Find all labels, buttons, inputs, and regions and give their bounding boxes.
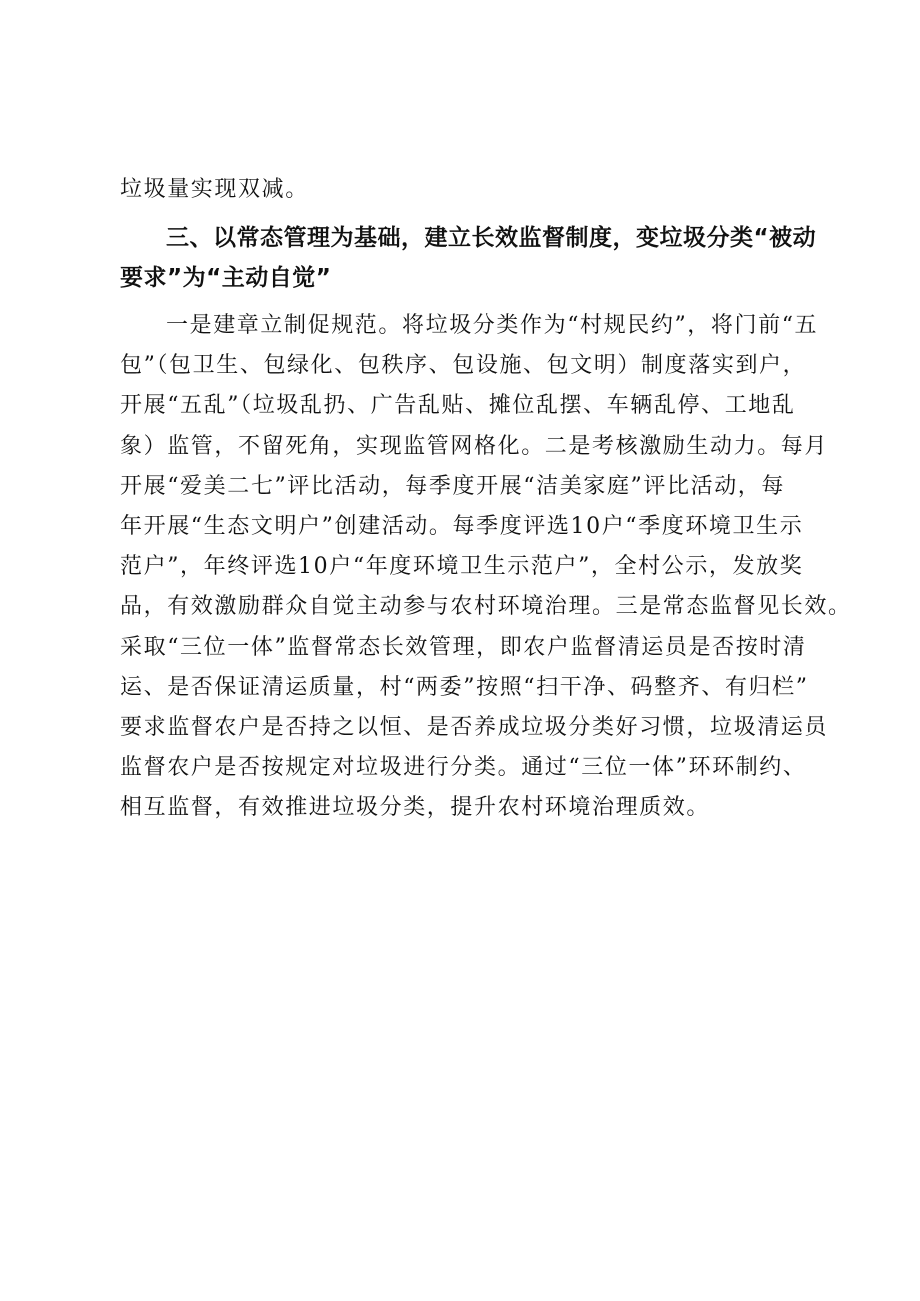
paragraph-line: 监督农户是否按规定对垃圾进行分类。通过“三位一体”环环制约、 (120, 755, 807, 781)
paragraph-line: 品，有效激励群众自觉主动参与农村环境治理。三是常态监督见长效。 (120, 594, 852, 620)
section-heading-line-1: 三、以常态管理为基础，建立长效监督制度，变垃圾分类“被动 (166, 225, 817, 251)
paragraph-line: 运、是否保证清运质量，村“两委”按照“扫干净、码整齐、有归栏” (120, 674, 809, 700)
continuation-line: 垃圾量实现双减。 (120, 177, 309, 202)
paragraph-line: 一是建章立制促规范。将垃圾分类作为“村规民约”，将门前“五 (166, 313, 819, 338)
paragraph-line: 要求监督农户是否持之以恒、是否养成垃圾分类好习惯，垃圾清运员 (120, 715, 829, 741)
body-paragraph (120, 306, 852, 829)
section-heading (120, 218, 820, 298)
paragraph-line: 包”（包卫生、包绿化、包秩序、包设施、包文明）制度落实到户， (120, 353, 807, 379)
paragraph-line: 范户”，年终评选10户“年度环境卫生示范户”，全村公示，发放奖 (120, 554, 804, 580)
paragraph-line: 采取“三位一体”监督常态长效管理，即农户监督清运员是否按时清 (120, 634, 807, 660)
paragraph-line: 开展“爱美二七”评比活动，每季度开展“洁美家庭”评比活动，每 (120, 473, 785, 499)
paragraph-line: 相互监督，有效推进垃圾分类，提升农村环境治理质效。 (120, 795, 711, 821)
paragraph-line: 开展“五乱”（垃圾乱扔、广告乱贴、摊位乱摆、车辆乱停、工地乱 (120, 393, 796, 419)
paragraph-line: 年开展“生态文明户”创建活动。每季度评选10户“季度环境卫生示 (120, 514, 804, 540)
paragraph-line: 象）监管，不留死角，实现监管网格化。二是考核激励生动力。每月 (120, 433, 829, 459)
section-heading-line-2: 要求”为“主动自觉” (120, 265, 332, 291)
